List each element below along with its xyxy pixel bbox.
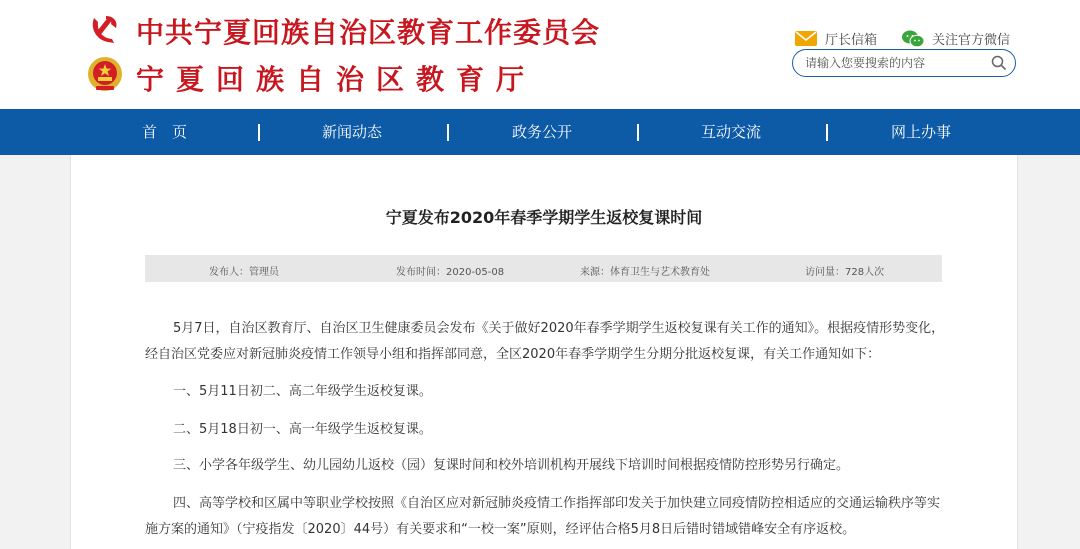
director-mailbox-label: 厅长信箱 bbox=[825, 33, 878, 48]
nav-item-interaction[interactable]: 互动交流 bbox=[701, 123, 762, 141]
nav-separator bbox=[826, 124, 828, 141]
article-paragraph: 一、5月11日初二、高二年级学生返校复课。 bbox=[173, 384, 432, 399]
site-title-cpc: 中共宁夏回族自治区教育工作委员会 bbox=[136, 16, 601, 49]
mail-icon bbox=[795, 31, 817, 46]
site-title-department: 宁夏回族自治区教育厅 bbox=[136, 63, 537, 96]
nav-separator bbox=[258, 124, 260, 141]
article-meta-bar bbox=[145, 255, 942, 282]
search-input[interactable] bbox=[805, 53, 985, 73]
nav-item-home[interactable]: 首 页 bbox=[142, 123, 188, 141]
search-box bbox=[792, 49, 1016, 77]
party-emblem-icon bbox=[88, 12, 122, 46]
nav-separator bbox=[637, 124, 639, 141]
article-paragraph: 5月7日，自治区教育厅、自治区卫生健康委员会发布《关于做好2020年春季学期学生返校复课有关工作的通知》。根据疫情形势变化，经自治区党委应对新冠肺炎疫情工作领导小组和指挥部同意，全区2020年春季学期学生分期分批返校复课，有关工作通知如下： bbox=[145, 321, 945, 362]
site-header bbox=[0, 0, 1080, 109]
main-nav bbox=[0, 109, 1080, 155]
meta-publish-time: 发布时间：2020-05-08 bbox=[396, 267, 505, 278]
search-icon[interactable] bbox=[991, 55, 1007, 71]
nav-item-online-services[interactable]: 网上办事 bbox=[891, 123, 952, 141]
article-container bbox=[70, 155, 1018, 549]
article-title: 宁夏发布2020年春季学期学生返校复课时间 bbox=[385, 208, 703, 227]
meta-source: 来源：体育卫生与艺术教育处 bbox=[580, 267, 710, 278]
director-mailbox-link[interactable] bbox=[795, 29, 877, 48]
wechat-icon bbox=[902, 30, 924, 48]
nav-separator bbox=[447, 124, 449, 141]
official-wechat-label: 关注官方微信 bbox=[932, 33, 1011, 48]
article-paragraph: 二、5月18日初一、高一年级学生返校复课。 bbox=[173, 422, 432, 437]
nav-item-news[interactable]: 新闻动态 bbox=[322, 123, 383, 141]
official-wechat-link[interactable] bbox=[902, 29, 1010, 48]
meta-publisher: 发布人：管理员 bbox=[209, 267, 279, 278]
national-emblem-icon bbox=[86, 55, 124, 93]
meta-views: 访问量：728人次 bbox=[805, 267, 885, 278]
article-paragraph: 三、小学各年级学生、幼儿园幼儿返校（园）复课时间和校外培训机构开展线下培训时间根据疫情防控形势另行确定。 bbox=[173, 458, 850, 473]
nav-item-gov-affairs[interactable]: 政务公开 bbox=[512, 123, 573, 141]
article-paragraph: 四、高等学校和区属中等职业学校按照《自治区应对新冠肺炎疫情工作指挥部印发关于加快建立同疫情防控相适应的交通运输秩序等实施方案的通知》（宁疫指发〔2020〕44号）有关要求和“一校一案”原则，经评估合格5月8日后错时错域错峰安全有序返校。 bbox=[145, 496, 941, 537]
